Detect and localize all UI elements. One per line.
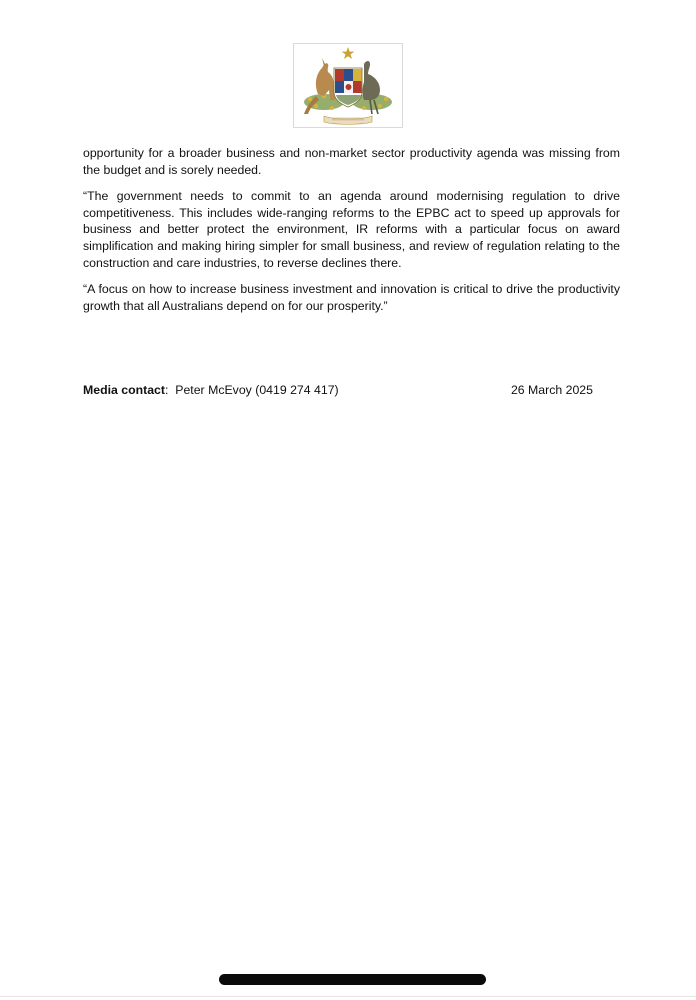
coat-of-arms-icon [293, 43, 403, 128]
release-date: 26 March 2025 [510, 383, 593, 397]
home-indicator[interactable] [219, 974, 486, 985]
media-contact-label: Media contact [83, 383, 165, 397]
media-contact-value: Peter McEvoy (0419 274 417) [175, 383, 339, 397]
body-text [83, 145, 620, 324]
media-contact-row [83, 382, 593, 399]
paragraph-1: opportunity for a broader business and non-market sector productivity agenda was missing from the budget and is sorely needed. [83, 146, 620, 177]
paragraph-2: “The government needs to commit to an agenda around modernising regulation to drive competitiveness. This includes wide-ranging reforms to the EPBC act to speed up approvals for business and better protect the environment, IR reforms with a particular focus on award simplification and making hiring simpler for small business, and review of regulation relating to the construction and care industries, to reverse declines there. [83, 189, 620, 270]
bottom-divider [0, 996, 696, 997]
paragraph-3: “A focus on how to increase business investment and innovation is critical to drive the productivity growth that all Australians depend on for our prosperity.” [83, 282, 620, 313]
media-contact-separator: : [165, 383, 169, 397]
